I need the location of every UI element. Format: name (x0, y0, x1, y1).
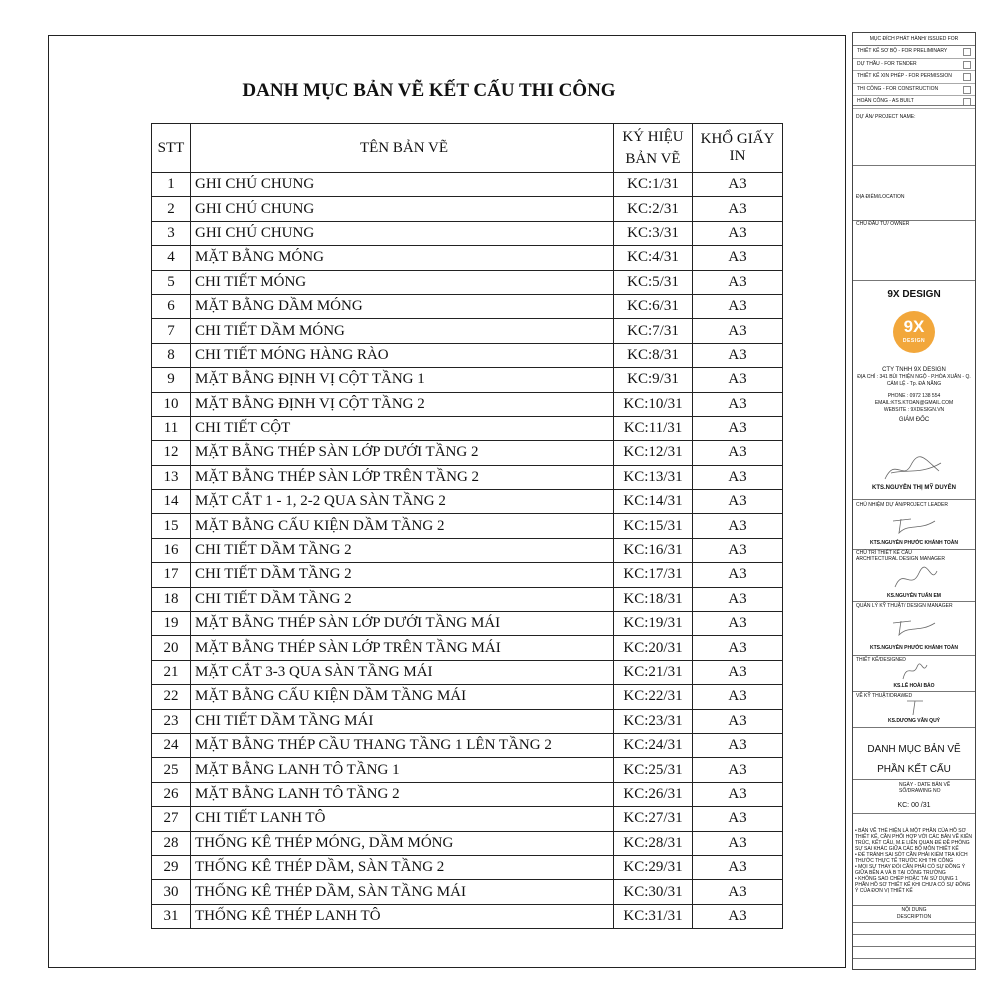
checkbox-icon[interactable] (963, 73, 971, 81)
cell-code: KC:19/31 (614, 612, 693, 636)
cell-code: KC:9/31 (614, 368, 693, 392)
project-section (853, 105, 975, 165)
cell-paper: A3 (693, 392, 783, 416)
cell-stt: 8 (152, 343, 191, 367)
cell-code: KC:30/31 (614, 880, 693, 904)
cell-paper: A3 (693, 855, 783, 879)
director-signature (881, 451, 945, 485)
cell-code: KC:1/31 (614, 173, 693, 197)
cell-stt: 22 (152, 685, 191, 709)
note-item: • KHÔNG SAO CHÉP HOẶC TÁI SỬ DỤNG 1 PHẦN HỒ SƠ THIẾT KẾ KHI CHƯA CÓ SỰ ĐỒNG Ý CỦA ĐƠN VỊ THIẾT KẾ (855, 876, 971, 894)
cell-code: KC:23/31 (614, 709, 693, 733)
company-address: ĐỊA CHỈ : 341 BÙI THIỆN NGỘ - P.HÒA XUÂN - Q. CẨM LỆ - Tp. ĐÀ NẴNG (857, 374, 971, 387)
cell-code: KC:17/31 (614, 563, 693, 587)
company-full-name: CTY TNHH 9X DESIGN (882, 367, 946, 373)
cell-name: THỐNG KÊ THÉP MÓNG, DẦM MÓNG (191, 831, 614, 855)
cell-code: KC:12/31 (614, 441, 693, 465)
cell-paper: A3 (693, 807, 783, 831)
cell-name: CHI TIẾT DẦM TẦNG MÁI (191, 709, 614, 733)
cell-name: GHI CHÚ CHUNG (191, 197, 614, 221)
location-label: ĐỊA ĐIỂM/LOCATION (856, 194, 905, 200)
cell-code: KC:21/31 (614, 660, 693, 684)
drawn-label: VẼ KỸ THUẬT/DRAWED (856, 693, 913, 699)
cell-paper: A3 (693, 709, 783, 733)
drawing-no-section (853, 779, 975, 813)
drawing-no: KC: 00 /31 (897, 802, 931, 809)
revision-row (853, 934, 975, 946)
note-item: • BẢN VẼ THỂ HIỆN LÀ MỘT PHẦN CỦA HỒ SƠ THIẾT KẾ, CẦN PHỐI HỢP VỚI CÁC BẢN VẼ KIẾN TRÚC, KẾT CẤU, M.E LIÊN QUAN ĐỂ ĐỀ PHÒNG SỰ SAI KHÁC GIỮA CÁC BỘ MÔN THIẾT KẾ (855, 828, 973, 852)
cell-code: KC:13/31 (614, 465, 693, 489)
cell-paper: A3 (693, 563, 783, 587)
owner-section (853, 220, 975, 280)
table-row (152, 831, 783, 855)
cell-stt: 9 (152, 368, 191, 392)
issue-option-permission[interactable] (853, 71, 975, 84)
cell-name: MẶT BẰNG THÉP CẦU THANG TẦNG 1 LÊN TẦNG 2 (191, 733, 614, 757)
cell-name: THỐNG KÊ THÉP DẦM, SÀN TẦNG 2 (191, 855, 614, 879)
company-phone: PHONE : 0972 138 554 (887, 393, 941, 399)
checkbox-icon[interactable] (963, 86, 971, 94)
cell-stt: 3 (152, 221, 191, 245)
cell-name: CHI TIẾT DẦM MÓNG (191, 319, 614, 343)
issue-option-preliminary[interactable] (853, 46, 975, 59)
table-row (152, 587, 783, 611)
designed-signature (899, 661, 929, 681)
cell-code: KC:26/31 (614, 782, 693, 806)
sheet-title-section (853, 727, 975, 779)
cell-stt: 27 (152, 807, 191, 831)
cell-code: KC:4/31 (614, 246, 693, 270)
cell-paper: A3 (693, 880, 783, 904)
content-header (853, 907, 975, 921)
cell-stt: 11 (152, 416, 191, 440)
arch-label: CHỦ TRÌ THIẾT KẾ CẤU (856, 550, 912, 556)
notes-section (853, 813, 975, 905)
cell-name: MẶT BẰNG ĐỊNH VỊ CỘT TẦNG 1 (191, 368, 614, 392)
header-name: TÊN BẢN VẼ (191, 124, 614, 173)
table-header-row (152, 124, 783, 173)
company-name: 9X DESIGN (887, 289, 941, 300)
cell-paper: A3 (693, 246, 783, 270)
note-item: • MỌI SỰ THAY ĐỔI CẦN PHẢI CÓ SỰ ĐỒNG Ý GIỮA BÊN A VÀ B TẠI CÔNG TRƯỜNG (855, 864, 966, 876)
revision-row (853, 958, 975, 970)
designed-label: THIẾT KẾ/DESIGNED (856, 657, 906, 663)
table-row (152, 612, 783, 636)
content-label: NỘI DUNG (901, 907, 927, 913)
cell-paper: A3 (693, 782, 783, 806)
cell-stt: 29 (152, 855, 191, 879)
table-row (152, 855, 783, 879)
cell-paper: A3 (693, 441, 783, 465)
description-label: DESCRIPTION (896, 914, 932, 920)
arch-name: KS.NGUYỄN TUẤN EM (887, 593, 941, 599)
cell-paper: A3 (693, 270, 783, 294)
page-title: DANH MỤC BẢN VẼ KẾT CẤU THI CÔNG (242, 80, 616, 101)
issue-option-label: THI CÔNG - FOR CONSTRUCTION (857, 85, 939, 92)
cell-paper: A3 (693, 465, 783, 489)
drawing-sheet (48, 35, 846, 968)
cell-stt: 5 (152, 270, 191, 294)
cell-name: MẶT BẰNG DẦM MÓNG (191, 294, 614, 318)
cell-name: CHI TIẾT LANH TÔ (191, 807, 614, 831)
cell-stt: 1 (152, 173, 191, 197)
cell-stt: 12 (152, 441, 191, 465)
table-body (152, 173, 783, 929)
cell-paper: A3 (693, 636, 783, 660)
cell-name: MẶT CẮT 1 - 1, 2-2 QUA SÀN TẦNG 2 (191, 490, 614, 514)
cell-stt: 18 (152, 587, 191, 611)
cell-paper: A3 (693, 831, 783, 855)
header-stt: STT (152, 124, 191, 173)
company-website: WEBSITE : 9XDESIGN.VN (883, 407, 945, 413)
cell-code: KC:29/31 (614, 855, 693, 879)
cell-stt: 2 (152, 197, 191, 221)
checkbox-icon[interactable] (963, 48, 971, 56)
table-row (152, 319, 783, 343)
drawing-list-table (151, 123, 783, 929)
cell-paper: A3 (693, 612, 783, 636)
issue-options (853, 45, 975, 109)
cell-name: GHI CHÚ CHUNG (191, 173, 614, 197)
designed-name: KS.LÊ HOÀI BẢO (893, 683, 935, 689)
cell-name: CHI TIẾT DẦM TẦNG 2 (191, 587, 614, 611)
table-row (152, 807, 783, 831)
logo-text: 9X (903, 317, 925, 336)
issue-option-tender[interactable] (853, 59, 975, 72)
cell-stt: 13 (152, 465, 191, 489)
cell-code: KC:3/31 (614, 221, 693, 245)
cell-stt: 20 (152, 636, 191, 660)
director-label: GIÁM ĐỐC (898, 417, 930, 423)
cell-name: CHI TIẾT MÓNG HÀNG RÀO (191, 343, 614, 367)
cell-code: KC:15/31 (614, 514, 693, 538)
cell-paper: A3 (693, 221, 783, 245)
cell-name: CHI TIẾT CỘT (191, 416, 614, 440)
cell-paper: A3 (693, 343, 783, 367)
cell-paper: A3 (693, 538, 783, 562)
cell-stt: 24 (152, 733, 191, 757)
leader-name: KTS.NGUYỄN PHƯỚC KHÁNH TOÀN (869, 540, 959, 546)
cell-paper: A3 (693, 587, 783, 611)
leader-label: CHỦ NHIỆM DỰ ÁN/PROJECT LEADER (856, 502, 948, 508)
cell-code: KC:25/31 (614, 758, 693, 782)
company-divider (853, 280, 975, 281)
issue-option-label: DỰ THẦU - FOR TENDER (857, 60, 917, 67)
cell-stt: 31 (152, 904, 191, 928)
cell-stt: 15 (152, 514, 191, 538)
cell-stt: 6 (152, 294, 191, 318)
cell-code: KC:28/31 (614, 831, 693, 855)
company-info (857, 367, 971, 424)
cell-code: KC:18/31 (614, 587, 693, 611)
table-row (152, 465, 783, 489)
cell-paper: A3 (693, 904, 783, 928)
issue-option-label: HOÀN CÔNG - AS BUILT (857, 98, 914, 104)
table-row (152, 270, 783, 294)
drawing-no-label: BẢN VẼ SỐ/DRAWING NO (899, 782, 951, 794)
table-row (152, 368, 783, 392)
cell-stt: 14 (152, 490, 191, 514)
table-row (152, 294, 783, 318)
header-paper: KHỔ GIẤY IN (693, 124, 783, 173)
cell-paper: A3 (693, 514, 783, 538)
revision-row (853, 946, 975, 958)
cell-code: KC:8/31 (614, 343, 693, 367)
date-drawing-row (853, 780, 975, 794)
tech-label: QUẢN LÝ KỸ THUẬT/ DESIGN MANAGER (856, 603, 953, 609)
cell-stt: 19 (152, 612, 191, 636)
logo-subtext: DESIGN (902, 338, 926, 344)
table-row (152, 636, 783, 660)
cell-code: KC:22/31 (614, 685, 693, 709)
cell-stt: 7 (152, 319, 191, 343)
sheet-title (853, 740, 975, 780)
cell-code: KC:2/31 (614, 197, 693, 221)
cell-name: THỐNG KÊ THÉP DẦM, SÀN TẦNG MÁI (191, 880, 614, 904)
table-row (152, 392, 783, 416)
cell-name: MẶT BẰNG ĐỊNH VỊ CỘT TẦNG 2 (191, 392, 614, 416)
revision-row (853, 922, 975, 934)
table-row (152, 514, 783, 538)
cell-code: KC:20/31 (614, 636, 693, 660)
cell-name: CHI TIẾT DẦM TẦNG 2 (191, 538, 614, 562)
issued-for-label: MỤC ĐÍCH PHÁT HÀNH/ ISSUED FOR (869, 36, 959, 42)
cell-stt: 28 (152, 831, 191, 855)
table-row (152, 197, 783, 221)
table-row (152, 173, 783, 197)
table-row (152, 221, 783, 245)
cell-code: KC:31/31 (614, 904, 693, 928)
cell-stt: 25 (152, 758, 191, 782)
cell-stt: 23 (152, 709, 191, 733)
issue-option-label: THIẾT KẾ SƠ BỘ - FOR PRELIMINARY (857, 48, 948, 54)
cell-paper: A3 (693, 733, 783, 757)
tech-name: KTS.NGUYỄN PHƯỚC KHÁNH TOÀN (869, 645, 959, 651)
checkbox-icon[interactable] (963, 61, 971, 69)
cell-name: MẶT BẰNG CẤU KIỆN DẦM TẦNG 2 (191, 514, 614, 538)
table-row (152, 660, 783, 684)
cell-name: MẶT BẰNG THÉP SÀN LỚP DƯỚI TẦNG 2 (191, 441, 614, 465)
cell-code: KC:24/31 (614, 733, 693, 757)
cell-stt: 21 (152, 660, 191, 684)
cell-paper: A3 (693, 294, 783, 318)
cell-name: MẶT BẰNG LANH TÔ TẦNG 2 (191, 782, 614, 806)
date-label: NGÀY - DATE (899, 782, 931, 788)
table-row (152, 246, 783, 270)
sheet-title-line-1: DANH MỤC BẢN VẼ (867, 744, 961, 755)
cell-code: KC:16/31 (614, 538, 693, 562)
cell-stt: 30 (152, 880, 191, 904)
table-row (152, 563, 783, 587)
title-block (852, 32, 976, 970)
table-row (152, 416, 783, 440)
company-logo (893, 311, 935, 353)
table-row (152, 880, 783, 904)
owner-label: CHỦ ĐẦU TƯ/ OWNER (856, 221, 910, 227)
table-row (152, 490, 783, 514)
cell-paper: A3 (693, 319, 783, 343)
cell-code: KC:6/31 (614, 294, 693, 318)
cell-name: MẶT BẰNG THÉP SÀN LỚP DƯỚI TẦNG MÁI (191, 612, 614, 636)
cell-paper: A3 (693, 416, 783, 440)
project-label: DỰ ÁN/ PROJECT NAME: (856, 114, 916, 120)
tech-signature (889, 615, 939, 639)
cell-paper: A3 (693, 197, 783, 221)
cell-code: KC:14/31 (614, 490, 693, 514)
drawn-name: KS.DƯƠNG VĂN QUÝ (887, 718, 941, 724)
cell-paper: A3 (693, 490, 783, 514)
arch-label-en: ARCHITECTURAL DESIGN MANAGER (856, 556, 945, 562)
issue-option-construction[interactable] (853, 84, 975, 97)
cell-paper: A3 (693, 368, 783, 392)
cell-code: KC:10/31 (614, 392, 693, 416)
table-row (152, 733, 783, 757)
cell-stt: 17 (152, 563, 191, 587)
cell-name: THỐNG KÊ THÉP LANH TÔ (191, 904, 614, 928)
cell-stt: 16 (152, 538, 191, 562)
table-row (152, 904, 783, 928)
cell-name: CHI TIẾT DẦM TẦNG 2 (191, 563, 614, 587)
issue-option-label: THIẾT KẾ XIN PHÉP - FOR PERMISSION (857, 73, 952, 79)
cell-paper: A3 (693, 685, 783, 709)
table-row (152, 709, 783, 733)
cell-stt: 4 (152, 246, 191, 270)
header-code (614, 124, 693, 173)
director-name: KTS.NGUYỄN THỊ MỸ DUYÊN (871, 485, 956, 491)
cell-name: MẶT CẮT 3-3 QUA SÀN TẦNG MÁI (191, 660, 614, 684)
cell-code: KC:5/31 (614, 270, 693, 294)
location-section (853, 165, 975, 220)
leader-signature (889, 511, 939, 537)
arch-signature (889, 563, 939, 591)
table-row (152, 685, 783, 709)
cell-paper: A3 (693, 758, 783, 782)
table-row (152, 441, 783, 465)
drawn-signature (903, 697, 929, 717)
company-email: EMAIL:KTS.KTOAN@GMAIL.COM (874, 400, 954, 406)
cell-name: MẶT BẰNG THÉP SÀN LỚP TRÊN TẦNG MÁI (191, 636, 614, 660)
note-item: • ĐỂ TRÁNH SAI SÓT CẦN PHẢI KIỂM TRA KÍCH THƯỚC THỰC TẾ TRƯỚC KHI THI CÔNG (855, 852, 968, 864)
cell-paper: A3 (693, 660, 783, 684)
cell-code: KC:27/31 (614, 807, 693, 831)
cell-stt: 10 (152, 392, 191, 416)
cell-paper: A3 (693, 173, 783, 197)
table-row (152, 782, 783, 806)
cell-code: KC:7/31 (614, 319, 693, 343)
cell-code: KC:11/31 (614, 416, 693, 440)
sheet-title-line-2: PHẦN KẾT CẤU (877, 764, 951, 775)
cell-name: MẶT BẰNG LANH TÔ TẦNG 1 (191, 758, 614, 782)
cell-name: GHI CHÚ CHUNG (191, 221, 614, 245)
cell-name: MẶT BẰNG THÉP SÀN LỚP TRÊN TẦNG 2 (191, 465, 614, 489)
table-row (152, 538, 783, 562)
notes-divider (853, 905, 975, 906)
cell-name: MẶT BẰNG CẤU KIỆN DẦM TẦNG MÁI (191, 685, 614, 709)
cell-name: CHI TIẾT MÓNG (191, 270, 614, 294)
cell-stt: 26 (152, 782, 191, 806)
header-code-text: KÝ HIỆU BẢN VẼ (622, 129, 684, 167)
cell-name: MẶT BẰNG MÓNG (191, 246, 614, 270)
table-row (152, 343, 783, 367)
table-row (152, 758, 783, 782)
